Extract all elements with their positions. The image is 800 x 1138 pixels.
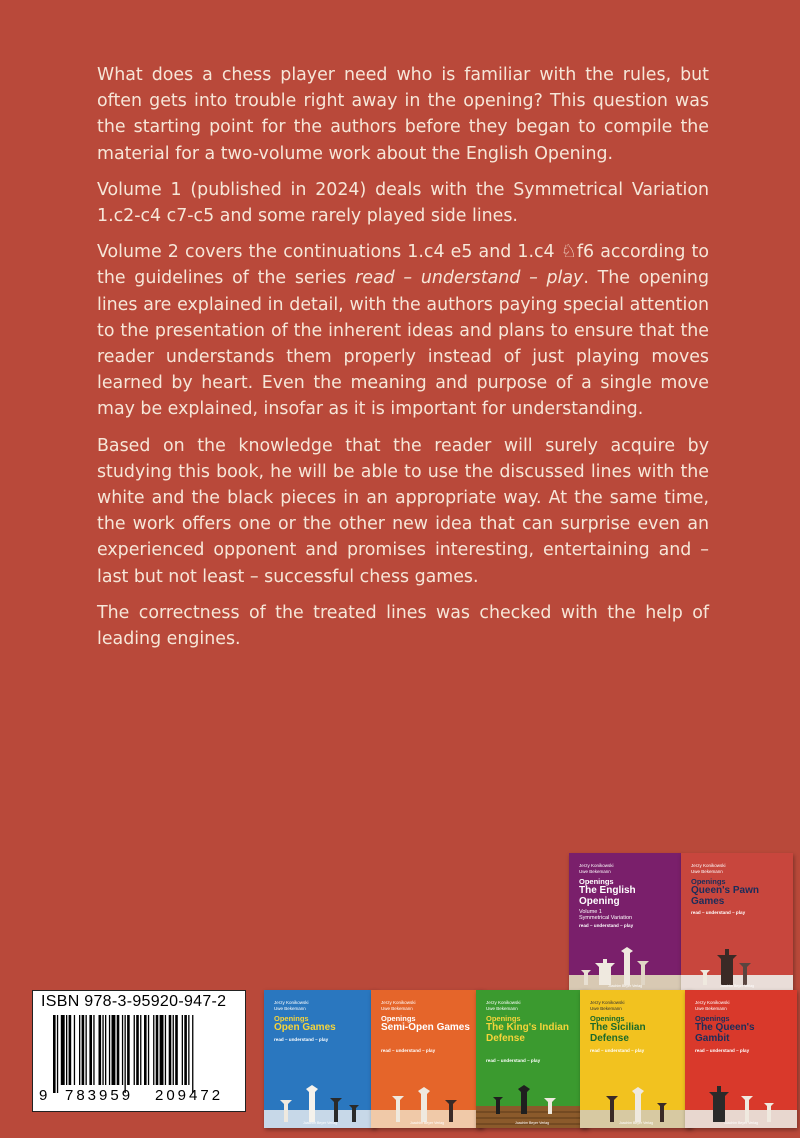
- series-name: read – understand – play: [355, 268, 584, 289]
- book-series: Openings: [579, 877, 614, 886]
- book-cover-kings-indian-defense: [476, 990, 588, 1128]
- book-title: The Queen's Gambit: [695, 1022, 755, 1044]
- book-tagline: read – understand – play: [486, 1058, 541, 1063]
- book-authors: Jerzy Konikowski Uwe Bekemann: [274, 1000, 309, 1011]
- book-title: The Sicilian Defense: [590, 1022, 646, 1044]
- description-text: [97, 62, 709, 662]
- isbn-barcode: [32, 990, 246, 1112]
- book-series: Openings: [695, 1014, 730, 1023]
- book-publisher: Joachim Beyer Verlag: [514, 1121, 550, 1125]
- book-title: Open Games: [274, 1022, 336, 1033]
- barcode-digits-right: 209472: [155, 1087, 224, 1104]
- book-cover-queens-gambit: [685, 990, 797, 1128]
- book-series: Openings: [381, 1014, 416, 1023]
- book-cover-queens-pawn-games: [681, 853, 793, 991]
- book-title: Queen's Pawn Games: [691, 885, 759, 907]
- book-series: Openings: [274, 1014, 309, 1023]
- book-title: Semi-Open Games: [381, 1022, 470, 1033]
- book-tagline: read – understand – play: [695, 1048, 750, 1053]
- book-series: Openings: [486, 1014, 521, 1023]
- book-publisher: Joachim Beyer Verlag: [409, 1121, 445, 1125]
- paragraph-3-after-knight: f6 according to the guidelines of the series: [97, 242, 709, 289]
- book-publisher: Joachim Beyer Verlag: [302, 1121, 338, 1125]
- isbn-number: ISBN 978-3-95920-947-2: [41, 993, 227, 1010]
- book-series: Openings: [691, 877, 726, 886]
- book-authors: Jerzy Konikowski Uwe Bekemann: [381, 1000, 416, 1011]
- paragraph-3-start: Volume 2 covers the continuations 1.c4 e5 and 1.c4: [97, 242, 561, 263]
- book-tagline: read – understand – play: [381, 1048, 436, 1053]
- book-cover-sicilian-defense: [580, 990, 692, 1128]
- barcode-digits-left: 783959: [65, 1087, 134, 1104]
- book-tagline: read – understand – play: [579, 923, 634, 928]
- book-publisher: Joachim Beyer Verlag: [719, 984, 755, 988]
- book-authors: Jerzy Konikowski Uwe Bekemann: [486, 1000, 521, 1011]
- paragraph-3: [97, 239, 709, 422]
- book-subtitle: Volume 1 Symmetrical Variation: [579, 909, 633, 921]
- paragraph-2: Volume 1 (published in 2024) deals with the Symmetrical Variation 1.c2-c4 c7-c5 and some rarely played side lines.: [97, 179, 709, 227]
- book-publisher: Joachim Beyer Verlag: [723, 1121, 759, 1125]
- book-cover-english-opening: [569, 853, 681, 991]
- book-authors: Jerzy Konikowski Uwe Bekemann: [579, 863, 614, 874]
- book-publisher: Joachim Beyer Verlag: [618, 1121, 654, 1125]
- paragraph-4: Based on the knowledge that the reader will surely acquire by studying this book, he will be able to use the discussed lines with the white and the black pieces in an appropriate way. At the same time, the work offers one or the other new idea that can surprise even an experienced opponent and promises interesting, entertaining and – last but not least – successful chess games.: [97, 435, 709, 587]
- book-series: Openings: [590, 1014, 625, 1023]
- book-tagline: read – understand – play: [274, 1037, 329, 1042]
- knight-icon: ♘: [560, 241, 577, 263]
- book-title: The English Opening: [579, 885, 636, 907]
- book-authors: Jerzy Konikowski Uwe Bekemann: [590, 1000, 625, 1011]
- barcode-digit-first: 9: [39, 1087, 48, 1104]
- paragraph-3-rest: . The opening lines are explained in detail, with the authors paying special attention to the presentation of the inherent ideas and plans to ensure that the reader understands them properly instead of just playing moves learned by heart. Even the meaning and purpose of a single move may be explained, insofar as it is important for understanding.: [97, 268, 709, 420]
- paragraph-1: What does a chess player need who is familiar with the rules, but often gets into trouble right away in the opening? This question was the starting point for the authors before they began to compile the material for a two-volume work about the English Opening.: [97, 65, 709, 164]
- paragraph-5: The correctness of the treated lines was checked with the help of leading engines.: [97, 602, 709, 650]
- book-authors: Jerzy Konikowski Uwe Bekemann: [695, 1000, 730, 1011]
- book-title: The King's Indian Defense: [486, 1022, 569, 1044]
- book-tagline: read – understand – play: [691, 910, 746, 915]
- book-tagline: read – understand – play: [590, 1048, 645, 1053]
- book-cover-semi-open-games: [371, 990, 483, 1128]
- book-publisher: Joachim Beyer Verlag: [607, 984, 643, 988]
- book-cover-open-games: [264, 990, 376, 1128]
- book-authors: Jerzy Konikowski Uwe Bekemann: [691, 863, 726, 874]
